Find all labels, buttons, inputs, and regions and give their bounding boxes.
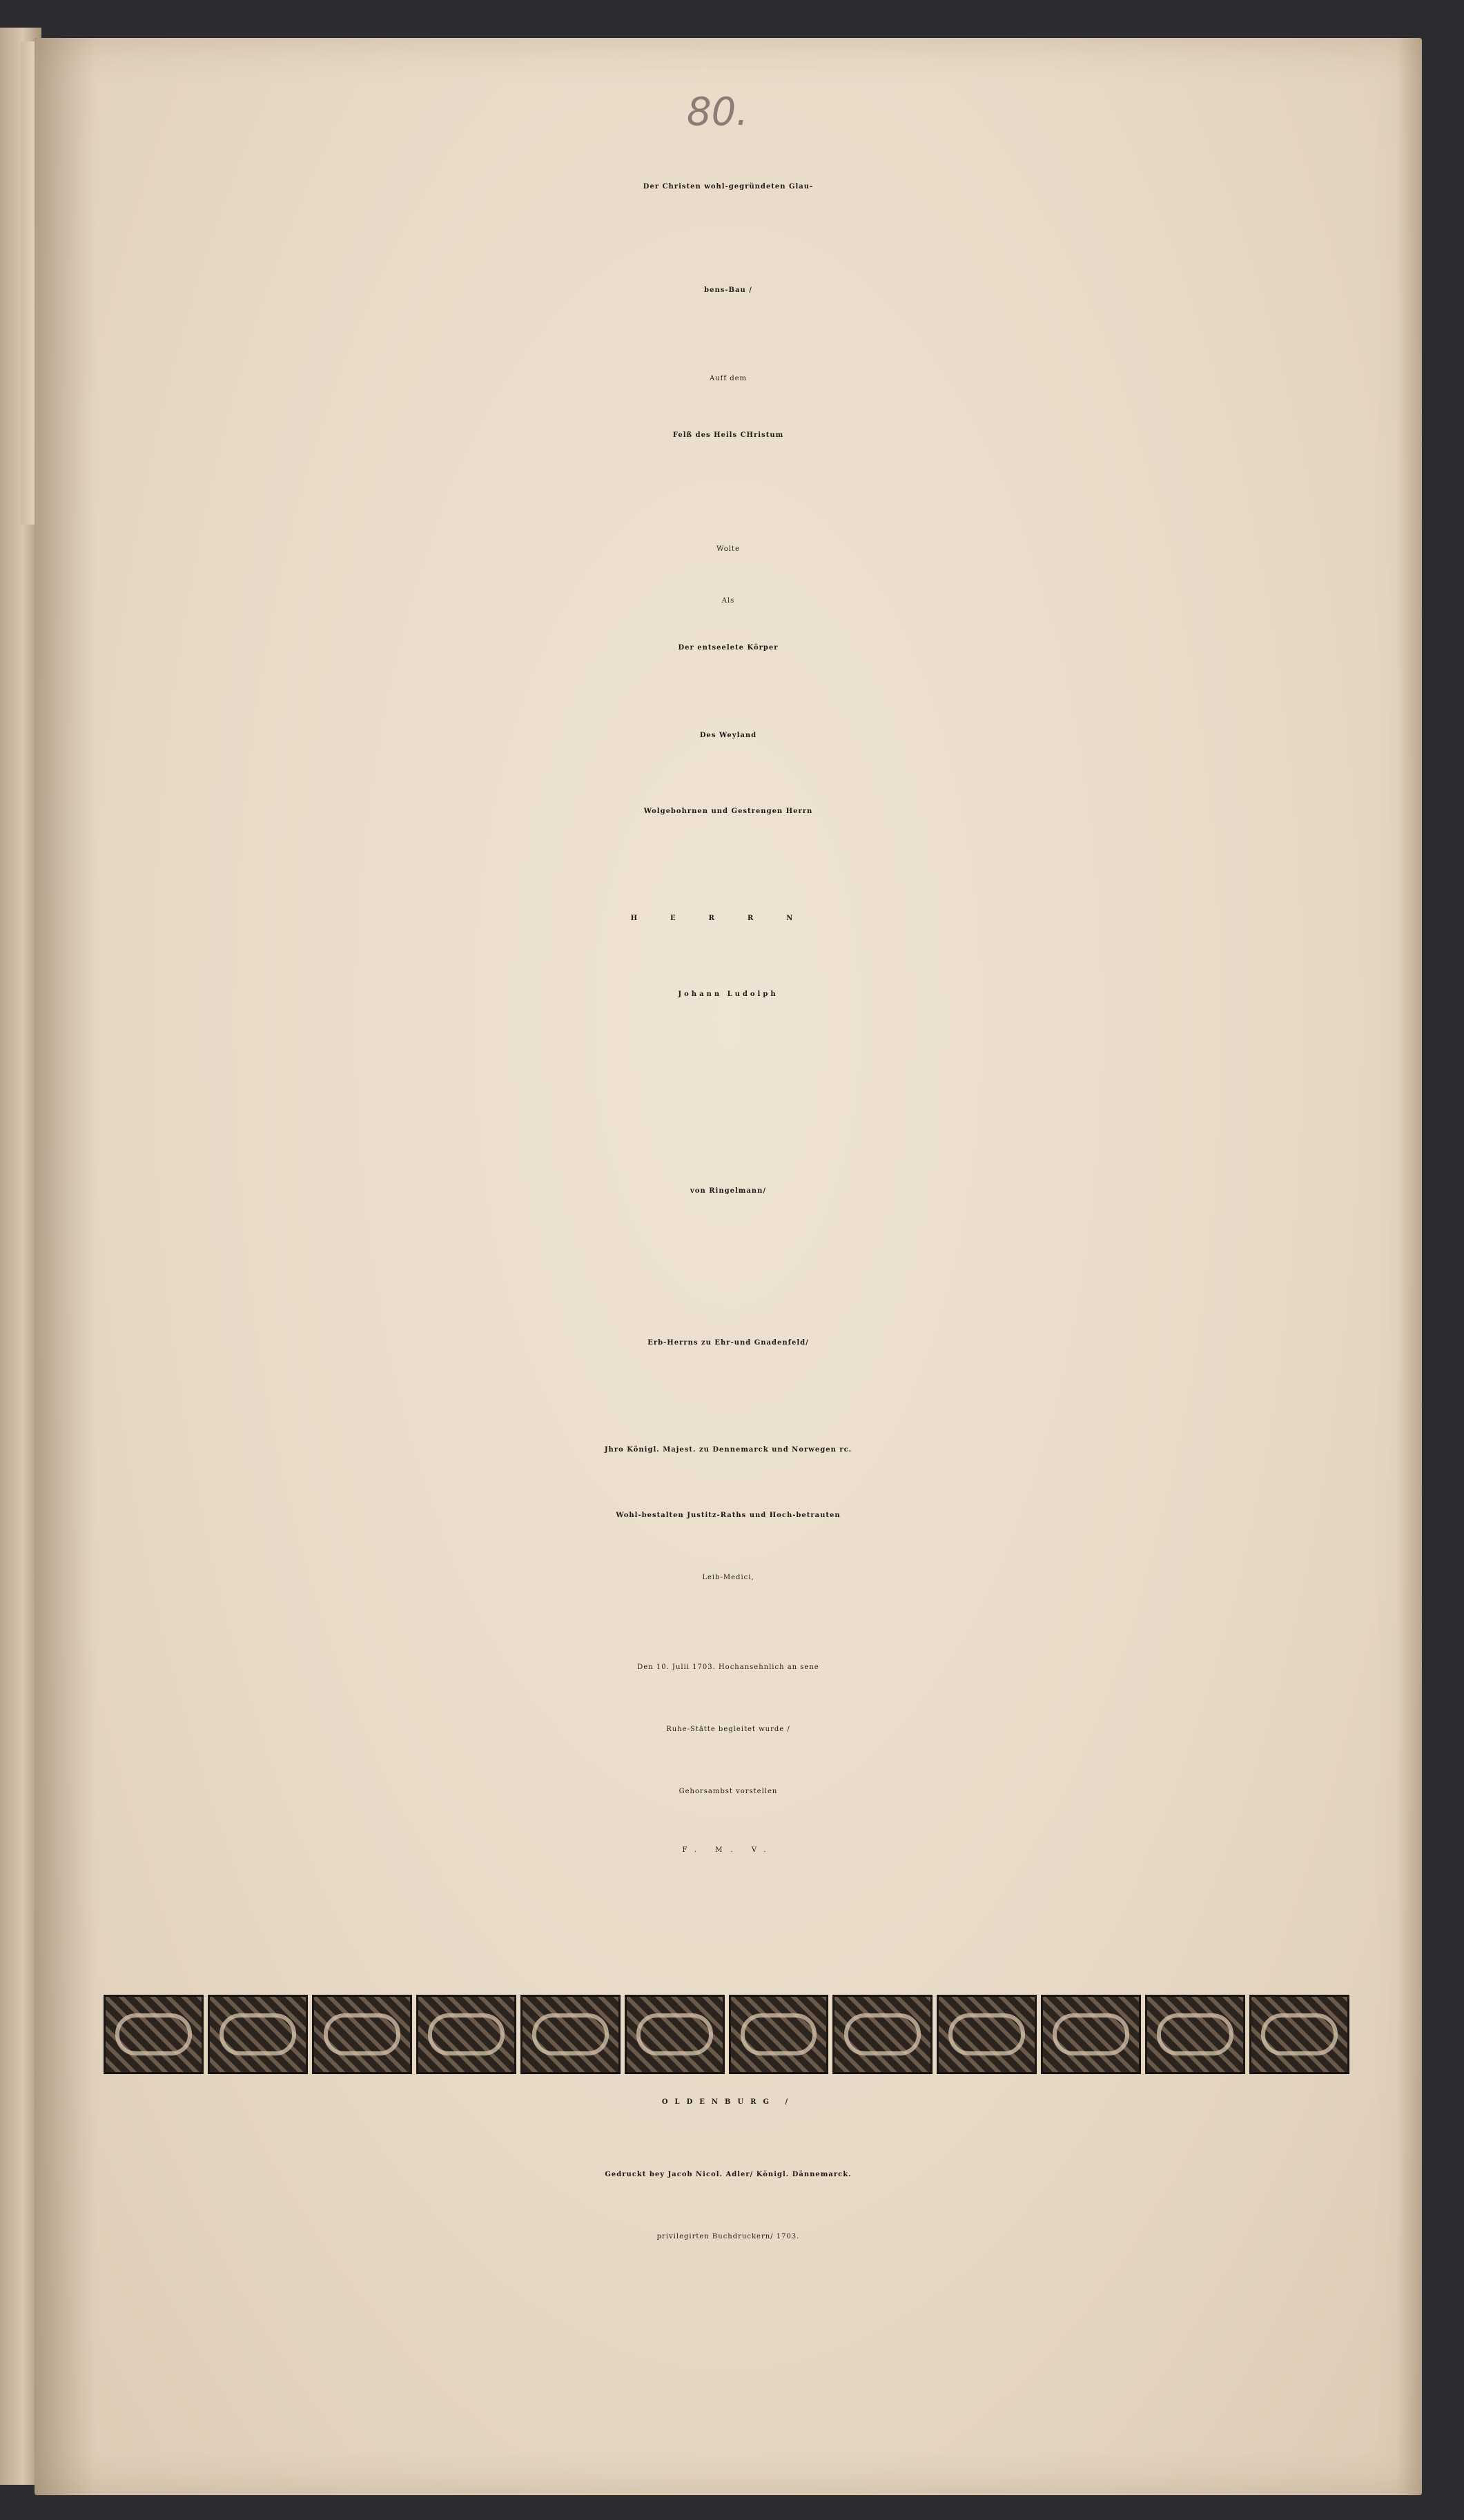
folio-number: 80. [687,90,749,135]
title-justitz: Wohl-bestalten Justitz-Raths und Hoch-betrauten [616,1512,841,1519]
deceased-name: Johann Ludolph [678,990,779,998]
dedication-herrn: HERRN [630,915,826,922]
ornament-block [520,1995,621,2074]
ornament-block [312,1995,412,2074]
title-line-4: Felß des Heils CHristum [672,431,784,439]
title-erbherr: Erb-Herrns zu Ehr-und Gnadenfeld/ [647,1339,809,1347]
occasion-ruhe: Ruhe-Stätte begleitet wurde / [666,1726,790,1733]
ornament-block [1041,1995,1141,2074]
deceased-surname: von Ringelmann/ [690,1187,767,1195]
title-line-1: Der Christen wohl-gegründeten Glau- [643,183,814,191]
ornament-block [416,1995,516,2074]
title-line-2: bens-Bau / [704,286,752,294]
ornament-block [1249,1995,1349,2074]
occasion-gehorsambst: Gehorsambst vorstellen [679,1788,778,1795]
ornament-block [729,1995,829,2074]
ornamental-border [104,1995,1349,2074]
occasion-date: Den 10. Julii 1703. Hochansehnlich an sene [637,1663,819,1671]
ornament-block [625,1995,725,2074]
dedication-koerper: Der entseelete Körper [678,644,779,652]
ornament-block [208,1995,308,2074]
ornament-block [104,1995,204,2074]
title-page-text [35,38,1422,2495]
ornament-block [937,1995,1037,2074]
title-page [35,38,1422,2495]
title-medici: Leib-Medici, [702,1574,754,1581]
dedication-wolgebohrnen: Wolgebohrnen und Gestrengen Herrn [643,808,813,815]
ornament-block [1145,1995,1245,2074]
dedication-als: Als [721,597,735,605]
dedication-weyland: Des Weyland [699,732,757,739]
title-majest: Jhro Königl. Majest. zu Dennemarck und Norwegen rc. [604,1446,852,1454]
ornament-block [832,1995,933,2074]
dedication-wolte: Wolte [716,545,740,553]
title-line-3: Auff dem [709,375,748,382]
imprint-printer: Gedruckt bey Jacob Nicol. Adler/ Königl. Dännemarck. [605,2171,852,2178]
author-initials: F. M. V. [682,1846,774,1854]
imprint-city: OLDENBURG / [661,2098,795,2106]
imprint-privileged: privilegirten Buchdruckern/ 1703. [656,2233,800,2240]
